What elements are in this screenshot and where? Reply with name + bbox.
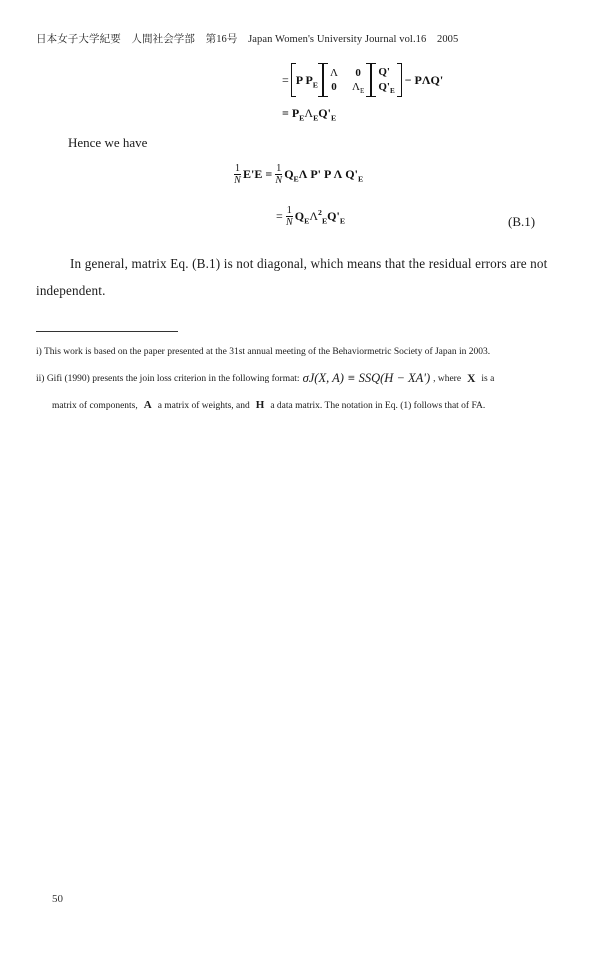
equation-line-2: = $P_E\Lambda_EQ'_E$ <box>282 106 337 123</box>
page-number: 50 <box>52 893 63 905</box>
equation-tail: − PΛQ' <box>404 72 444 87</box>
footnote-2-continued: matrix of components, A a matrix of weights, and H a data matrix. The notation in Eq. (1) follows that of FA. <box>52 399 486 411</box>
footnote-1: i) This work is based on the paper presented at the 31st annual meeting of the Behaviormetric Society of Japan in 2003. <box>36 347 491 357</box>
column-vector: Q' $Q'_E$ <box>378 66 395 96</box>
rhs-product: $Q_E\Lambda$ P' P Λ $Q'_E$ <box>284 167 364 184</box>
rhs-q-lambda: $Q_E\Lambda^2_EQ'_E$ <box>294 208 346 226</box>
fraction-1-over-n-rhs: $\frac{1}{N}$ <box>275 163 283 186</box>
vector-right-bracket <box>397 63 402 97</box>
loss-formula: σJ(X, A) ≡ SSQ(H − XA') <box>302 371 431 385</box>
symbol-a: A <box>143 399 152 411</box>
row-vector: P $P_E$ <box>295 72 318 89</box>
equation-line-1 <box>282 60 443 100</box>
running-header: 日本女子大学紀要 人間社会学部 第16号 Japan Women's University Journal vol.16 2005 <box>36 34 459 45</box>
symbol-x: X <box>467 372 476 385</box>
vector-left-bracket <box>371 63 376 97</box>
equation-line-4: = $\frac{1}{N}$ $Q_E\Lambda^2_EQ'_E$ <box>276 205 346 228</box>
block-matrix: Λ 0 0 $\Lambda_E$ <box>329 67 365 96</box>
hence-text: Hence we have <box>68 135 148 150</box>
equals-sign: = <box>282 72 289 87</box>
lhs-ee: E'E = <box>243 167 273 181</box>
footnote-divider <box>36 331 178 332</box>
fraction-1-over-n-eq4: $\frac{1}{N}$ <box>285 205 293 228</box>
body-paragraph: In general, matrix Eq. (B.1) is not diagonal, which means that the residual errors are not independent. <box>36 256 548 298</box>
equation-line-3 <box>234 163 363 186</box>
matrix-left-bracket <box>323 63 328 97</box>
symbol-h: H <box>255 399 265 411</box>
equation-label: (B.1) <box>508 214 536 229</box>
fraction-1-over-n: $\frac{1}{N}$ <box>234 163 241 186</box>
footnote-2: ii) Gifi (1990) presents the join loss criterion in the following format: σJ(X, A) ≡ SSQ(H − XA') , where X is a <box>36 371 495 385</box>
